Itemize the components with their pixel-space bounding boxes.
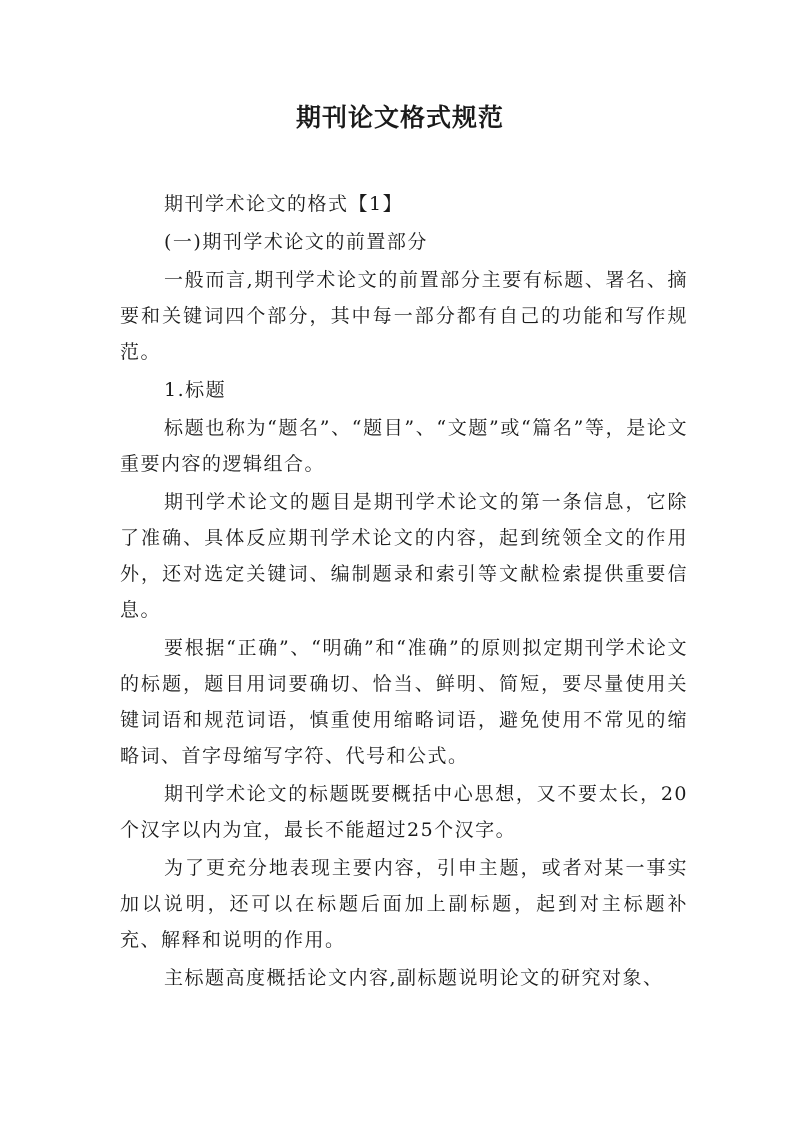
section-heading: 期刊学术论文的格式【1】	[164, 193, 404, 215]
subsection-heading: (一)期刊学术论文的前置部分	[164, 231, 428, 253]
paragraph: 标题也称为“题名”、“题目”、“文题”或“篇名”等，是论文重要内容的逻辑组合。	[120, 417, 688, 475]
paragraph: 一般而言,期刊学术论文的前置部分主要有标题、署名、摘要和关键词四个部分，其中每一部分都有自己的功能和写作规范。	[120, 269, 688, 363]
paragraph: 主标题高度概括论文内容,副标题说明论文的研究对象、	[164, 967, 664, 989]
item-heading: 1.标题	[164, 379, 227, 401]
paragraph: 期刊学术论文的标题既要概括中心思想，又不要太长，20个汉字以内为宜，最长不能超过25个汉字。	[120, 783, 688, 841]
paragraph: 期刊学术论文的题目是期刊学术论文的第一条信息，它除了准确、具体反应期刊学术论文的内容，起到统领全文的作用外，还对选定关键词、编制题录和索引等文献检索提供重要信息。	[120, 491, 688, 621]
document-title: 期刊论文格式规范	[295, 103, 504, 132]
paragraph: 为了更充分地表现主要内容，引申主题，或者对某一事实加以说明，还可以在标题后面加上副标题，起到对主标题补充、解释和说明的作用。	[120, 857, 688, 951]
paragraph: 要根据“正确”、“明确”和“准确”的原则拟定期刊学术论文的标题，题目用词要确切、恰当、鲜明、简短，要尽量使用关键词语和规范词语，慎重使用缩略词语，避免使用不常见的缩略词、首字母缩写字符、代号和公式。	[120, 637, 688, 767]
document-body	[120, 186, 688, 998]
